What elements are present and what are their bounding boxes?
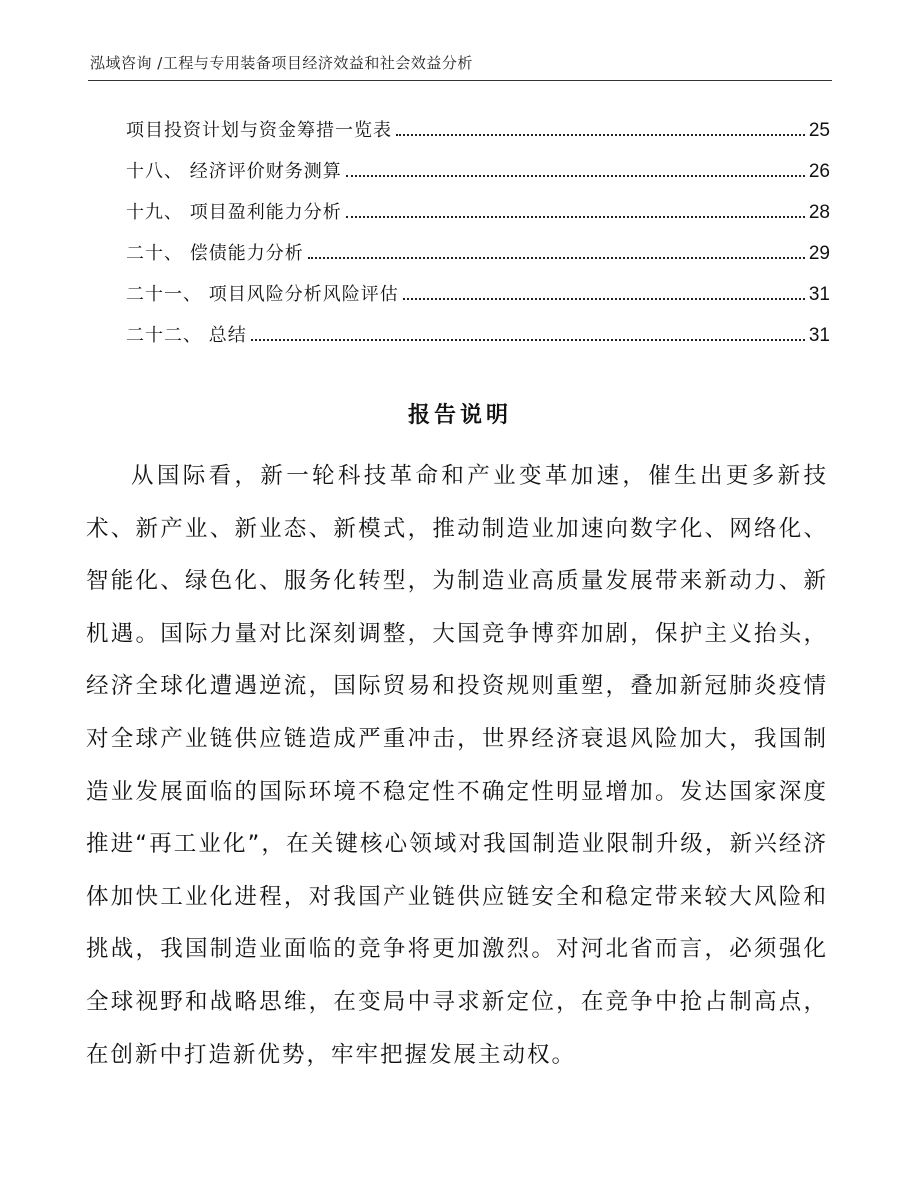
toc-entry-title: 二十二、 总结 <box>126 325 247 346</box>
page-header: 泓域咨询 /工程与专用装备项目经济效益和社会效益分析 <box>90 54 473 72</box>
toc-entry-title: 二十、 偿债能力分析 <box>126 243 304 264</box>
toc-entry[interactable] <box>126 116 830 157</box>
body-paragraph: 从国际看，新一轮科技革命和产业变革加速，催生出更多新技术、新产业、新业态、新模式，推动制造业加速向数字化、网络化、智能化、绿色化、服务化转型，为制造业高质量发展带来新动力、新机遇。国际力量对比深刻调整，大国竞争博弈加剧，保护主义抬头，经济全球化遭遇逆流，国际贸易和投资规则重塑，叠加新冠肺炎疫情对全球产业链供应链造成严重冲击，世界经济衰退风险加大，我国制造业发展面临的国际环境不稳定性不确定性明显增加。发达国家深度推进“再工业化”，在关键核心领域对我国制造业限制升级，新兴经济体加快工业化进程，对我国产业链供应链安全和稳定带来较大风险和挑战，我国制造业面临的竞争将更加激烈。对河北省而言，必须强化全球视野和战略思维，在变局中寻求新定位，在竞争中抢占制高点，在创新中打造新优势，牢牢把握发展主动权。 <box>86 463 828 1068</box>
toc-leader-dots <box>396 134 805 136</box>
toc-leader-dots <box>403 298 805 300</box>
toc-entry[interactable] <box>126 239 830 280</box>
toc-leader-dots <box>308 257 805 259</box>
section-title: 报告说明 <box>407 403 512 428</box>
toc-leader-dots <box>251 339 805 341</box>
toc-leader-dots <box>346 175 805 177</box>
toc-entry-page: 26 <box>808 161 830 182</box>
toc-entry-title: 十九、 项目盈利能力分析 <box>126 202 342 223</box>
toc-entry[interactable] <box>126 280 830 321</box>
toc-entry[interactable] <box>126 198 830 239</box>
toc-entry-page: 28 <box>808 202 830 223</box>
toc-entry-title: 项目投资计划与资金筹措一览表 <box>126 120 392 141</box>
toc-entry[interactable] <box>126 157 830 198</box>
toc-entry-page: 25 <box>808 120 830 141</box>
toc-entry-page: 31 <box>808 284 830 305</box>
toc-entry-title: 十八、 经济评价财务测算 <box>126 161 342 182</box>
toc-entry-title: 二十一、 项目风险分析风险评估 <box>126 284 399 305</box>
toc-leader-dots <box>346 216 805 218</box>
header-divider <box>88 80 832 81</box>
toc-entry-page: 31 <box>808 325 830 346</box>
toc-entry[interactable] <box>126 321 830 362</box>
table-of-contents <box>126 116 830 362</box>
toc-entry-page: 29 <box>808 243 830 264</box>
